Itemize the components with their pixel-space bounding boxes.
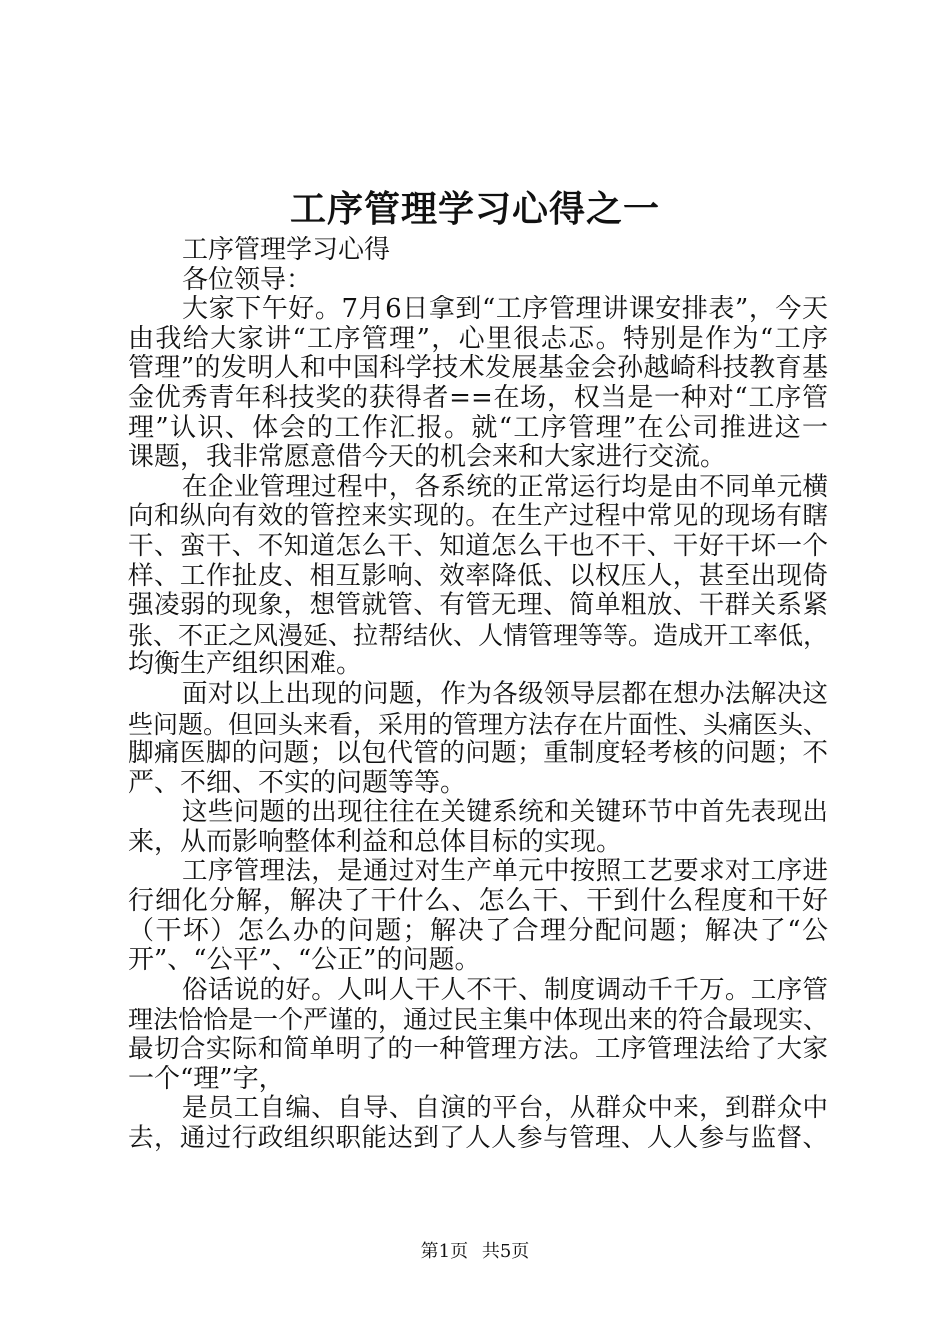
- document-body: [128, 236, 828, 1153]
- text-line: 这些问题的出现往往在关键系统和关键环节中首先表现出: [182, 798, 828, 828]
- page-footer: [0, 1240, 950, 1264]
- page-total: 共5页: [481, 1241, 530, 1262]
- text-line: 样、工作扯皮、相互影响、效率降低、以权压人，甚至出现倚: [128, 561, 828, 591]
- text-line: 来，从而影响整体利益和总体目标的实现。: [128, 827, 623, 857]
- text-line: 严、不细、不实的问题等等。: [128, 768, 467, 798]
- text-line: 理”认识、体会的工作汇报。就“工序管理”在公司推进这一: [128, 413, 828, 443]
- text-line: 脚痛医脚的问题；以包代管的问题；重制度轻考核的问题；不: [128, 739, 828, 769]
- text-line: 金优秀青年科技奖的获得者==在场，权当是一种对“工序管: [128, 383, 828, 413]
- text-line: 管理”的发明人和中国科学技术发展基金会孙越崎科技教育基: [128, 354, 828, 384]
- text-line: 各位领导：: [182, 265, 313, 295]
- text-line: 张、不正之风漫延、拉帮结伙、人情管理等等。造成开工率低，: [128, 620, 828, 650]
- page-number: 第1页: [420, 1241, 469, 1262]
- text-line: 向和纵向有效的管控来实现的。在生产过程中常见的现场有瞎: [128, 502, 828, 532]
- text-line: 开”、“公平”、“公正”的问题。: [128, 946, 481, 976]
- text-line: 干、蛮干、不知道怎么干、知道怎么干也不干、干好干坏一个: [128, 531, 828, 561]
- text-line: （干坏）怎么办的问题；解决了合理分配问题；解决了“公: [128, 916, 828, 946]
- text-line: 最切合实际和简单明了的一种管理方法。工序管理法给了大家: [128, 1035, 828, 1065]
- text-line: 俗话说的好。人叫人干人不干、制度调动千千万。工序管: [182, 975, 828, 1005]
- text-line: 课题，我非常愿意借今天的机会来和大家进行交流。: [128, 443, 727, 473]
- text-line: 由我给大家讲“工序管理”，心里很忐忑。特别是作为“工序: [128, 324, 828, 354]
- text-line: 行细化分解，解决了干什么、怎么干、干到什么程度和干好: [128, 887, 828, 917]
- document-title: 工序管理学习心得之一: [289, 188, 660, 230]
- text-line: 工序管理法，是通过对生产单元中按照工艺要求对工序进: [182, 857, 828, 887]
- text-line: 是员工自编、自导、自演的平台，从群众中来，到群众中: [182, 1094, 828, 1124]
- text-line: 一个“理”字，: [128, 1064, 285, 1094]
- text-line: 大家下午好。7月6日拿到“工序管理讲课安排表”，今天: [182, 295, 828, 325]
- text-line: 强凌弱的现象，想管就管、有管无理、简单粗放、干群关系紧: [128, 591, 828, 621]
- text-line: 在企业管理过程中，各系统的正常运行均是由不同单元横: [182, 472, 828, 502]
- text-line: 理法恰恰是一个严谨的，通过民主集中体现出来的符合最现实、: [128, 1005, 828, 1035]
- text-line: 面对以上出现的问题，作为各级领导层都在想办法解决这: [182, 679, 828, 709]
- text-line: 工序管理学习心得: [182, 236, 391, 265]
- text-line: 去，通过行政组织职能达到了人人参与管理、人人参与监督、: [128, 1123, 828, 1153]
- text-line: 均衡生产组织困难。: [128, 650, 363, 680]
- text-line: 些问题。但回头来看，采用的管理方法存在片面性、头痛医头、: [128, 709, 828, 739]
